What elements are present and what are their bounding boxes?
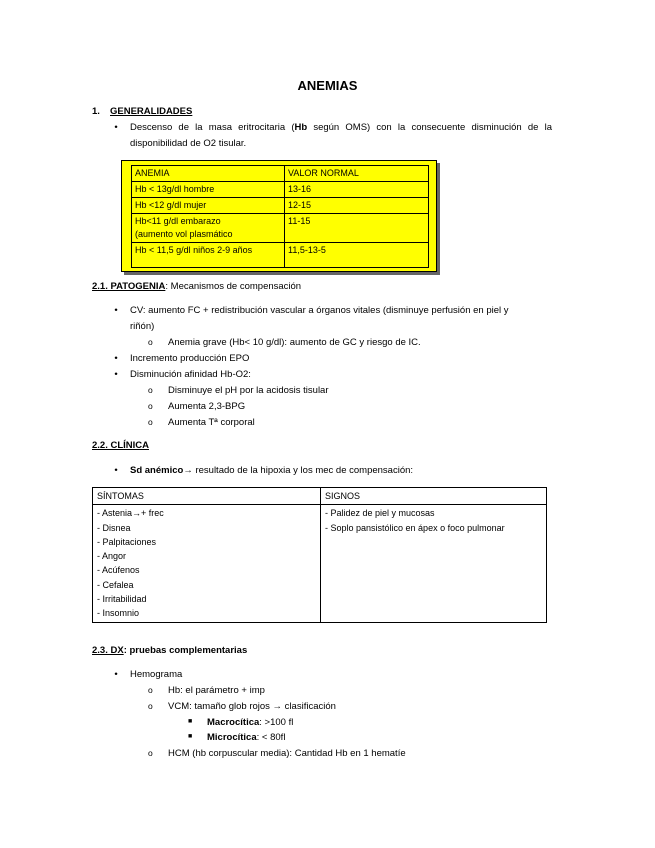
table-cell: Hb <12 g/dl mujer xyxy=(132,198,285,214)
table-row xyxy=(93,505,547,622)
table-cell: Hb < 11,5 g/dl niños 2-9 años xyxy=(132,243,285,268)
table-row xyxy=(132,198,429,214)
table-cell: Hb < 13g/dl hombre xyxy=(132,182,285,198)
list-item: - Soplo pansistólico en ápex o foco pulmonar xyxy=(325,522,505,533)
list-item: - Acúfenos xyxy=(97,565,140,576)
bullet-marker: • xyxy=(114,369,118,380)
dx-hb: Hb: el parámetro + imp xyxy=(168,685,265,696)
section-heading-patogenia: 2.1. PATOGENIA: Mecanismos de compensación xyxy=(92,281,302,292)
table-header-cell: VALOR NORMAL xyxy=(285,166,429,182)
section-heading-generalidades xyxy=(92,106,192,117)
table-header-cell: SIGNOS xyxy=(321,488,547,505)
bullet-marker: • xyxy=(114,465,118,476)
section-number: 1. xyxy=(92,106,100,117)
table-header-row xyxy=(93,488,547,505)
square-bullet-marker: ■ xyxy=(188,733,193,740)
circle-bullet-marker: o xyxy=(148,417,153,427)
patogenia-epo: Incremento producción EPO xyxy=(130,353,250,364)
table-header-cell: SÍNTOMAS xyxy=(93,488,321,505)
table-header-row xyxy=(132,166,429,182)
afinidad-item: Disminuye el pH por la acidosis tisular xyxy=(168,385,329,396)
circle-bullet-marker: o xyxy=(148,385,153,395)
circle-bullet-marker: o xyxy=(148,701,153,711)
afinidad-item: Aumenta 2,3-BPG xyxy=(168,401,246,412)
table-cell: 11-15 xyxy=(285,214,429,243)
circle-bullet-marker: o xyxy=(148,337,153,347)
bullet-marker: • xyxy=(114,305,118,316)
table-cell: 12-15 xyxy=(285,198,429,214)
patogenia-cv-line-2: riñón) xyxy=(130,321,155,332)
table-row xyxy=(132,214,429,243)
section-heading-dx: 2.3. DX: pruebas complementarias xyxy=(92,645,248,656)
patogenia-cv-sub: Anemia grave (Hb< 10 g/dl): aumento de GC y riesgo de IC. xyxy=(168,337,421,348)
dx-macrocitica: Macrocítica: >100 fl xyxy=(207,717,294,728)
list-item: - Cefalea xyxy=(97,579,134,590)
page-title: ANEMIAS xyxy=(297,78,358,93)
symptoms-signs-table xyxy=(92,487,547,623)
clinica-sd-anemico: Sd anémico→ resultado de la hipoxia y los mec de compensación: xyxy=(130,465,414,476)
signos-cell xyxy=(321,505,547,622)
section-title: GENERALIDADES xyxy=(110,106,193,117)
section-heading-clinica: 2.2. CLÍNICA xyxy=(92,440,150,451)
table-row xyxy=(132,182,429,198)
sintomas-cell xyxy=(93,505,321,622)
table-header-cell: ANEMIA xyxy=(132,166,285,182)
table-row xyxy=(132,243,429,268)
list-item: - Insomnio xyxy=(97,608,140,619)
generalidades-line-1: Descenso de la masa eritrocitaria (Hb según OMS) con la consecuente disminución de la xyxy=(130,122,552,133)
bullet-marker: • xyxy=(114,122,118,133)
list-item: - Astenia→+ frec xyxy=(97,508,164,519)
list-item: - Angor xyxy=(97,551,127,562)
patogenia-cv-line-1: CV: aumento FC + redistribución vascular a órganos vitales (disminuye perfusión en piel y xyxy=(130,305,509,316)
afinidad-item: Aumenta Tª corporal xyxy=(168,417,255,428)
anemia-values-table-box xyxy=(121,160,437,272)
dx-hemograma: Hemograma xyxy=(130,669,183,680)
list-item: - Palidez de piel y mucosas xyxy=(325,508,435,519)
circle-bullet-marker: o xyxy=(148,748,153,758)
list-item: - Palpitaciones xyxy=(97,536,157,547)
dx-vcm: VCM: tamaño glob rojos → clasificación xyxy=(168,701,336,712)
generalidades-line-2: disponibilidad de O2 tisular. xyxy=(130,138,247,149)
table-cell: 13-16 xyxy=(285,182,429,198)
bullet-marker: • xyxy=(114,353,118,364)
bullet-marker: • xyxy=(114,669,118,680)
dx-microcitica: Microcítica: < 80fl xyxy=(207,732,286,743)
circle-bullet-marker: o xyxy=(148,401,153,411)
table-cell: 11,5-13-5 xyxy=(285,243,429,268)
list-item: - Irritabilidad xyxy=(97,594,147,605)
anemia-values-table xyxy=(131,165,429,268)
patogenia-afinidad: Disminución afinidad Hb-O2: xyxy=(130,369,251,380)
circle-bullet-marker: o xyxy=(148,685,153,695)
square-bullet-marker: ■ xyxy=(188,718,193,725)
list-item: - Disnea xyxy=(97,522,131,533)
table-cell: Hb<11 g/dl embarazo (aumento vol plasmático xyxy=(132,214,285,243)
dx-hcm: HCM (hb corpuscular media): Cantidad Hb en 1 hematíe xyxy=(168,748,406,759)
